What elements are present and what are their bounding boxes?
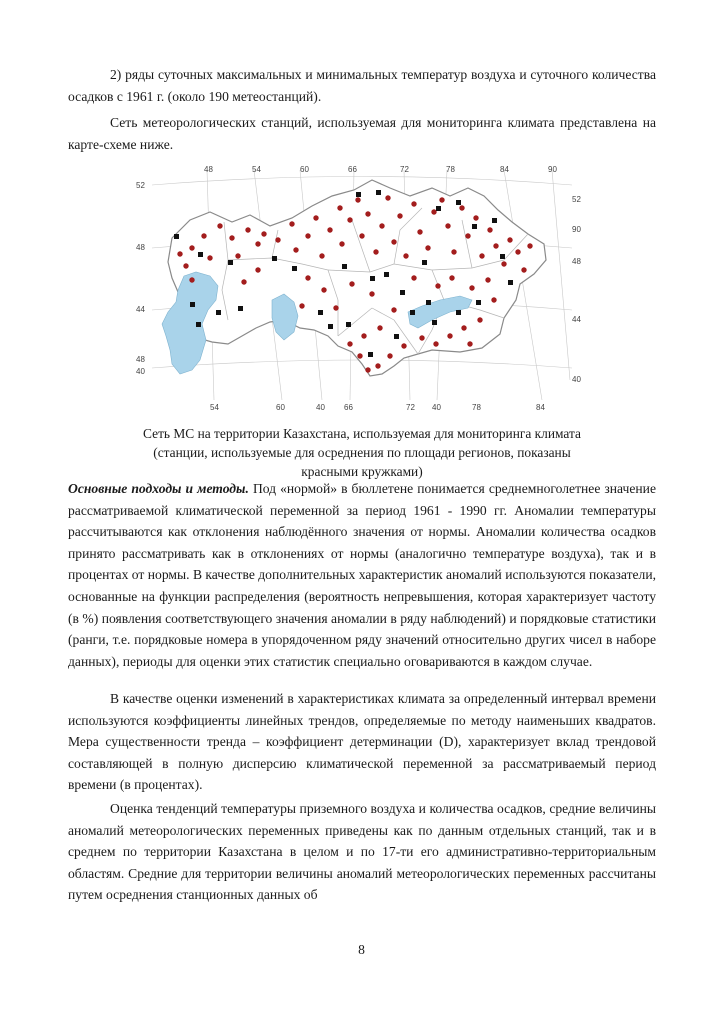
station-red <box>377 325 382 330</box>
station-red <box>401 343 406 348</box>
station-red <box>411 275 416 280</box>
station-red <box>391 239 396 244</box>
station-red <box>347 217 352 222</box>
station-red <box>417 229 422 234</box>
station-red <box>293 247 298 252</box>
station-black <box>456 200 461 205</box>
station-red <box>177 251 182 256</box>
station-black <box>400 290 405 295</box>
station-red <box>487 227 492 232</box>
station-red <box>361 333 366 338</box>
station-red <box>391 307 396 312</box>
station-black <box>432 320 437 325</box>
station-black <box>426 300 431 305</box>
station-red <box>375 363 380 368</box>
page-number: 8 <box>358 942 365 957</box>
lon-label-bottom: 66 <box>344 403 353 412</box>
station-red <box>459 205 464 210</box>
lon-label-bottom: 72 <box>406 403 415 412</box>
station-red <box>313 215 318 220</box>
station-red <box>339 241 344 246</box>
station-red <box>411 201 416 206</box>
station-red <box>373 249 378 254</box>
station-red <box>365 367 370 372</box>
station-black <box>384 272 389 277</box>
station-red <box>493 243 498 248</box>
lat-label-left: 48 <box>136 355 145 364</box>
station-red <box>241 279 246 284</box>
station-red <box>357 353 362 358</box>
lon-label-top: 72 <box>400 165 409 174</box>
station-red <box>337 205 342 210</box>
paragraph-series: 2) ряды суточных максимальных и минимальных температур воздуха и суточного количества осадков с 1961 г. (около 190 метеостанций). <box>68 67 656 104</box>
station-red <box>333 305 338 310</box>
station-red <box>289 221 294 226</box>
station-red <box>229 235 234 240</box>
lon-label-bottom: 40 <box>316 403 325 412</box>
lon-label-bottom: 84 <box>536 403 545 412</box>
station-red <box>477 317 482 322</box>
station-red <box>327 227 332 232</box>
station-black <box>190 302 195 307</box>
station-black <box>422 260 427 265</box>
lon-label-bottom: 54 <box>210 403 219 412</box>
station-red <box>435 283 440 288</box>
station-red <box>501 261 506 266</box>
station-black <box>356 192 361 197</box>
station-red <box>319 253 324 258</box>
station-red <box>449 275 454 280</box>
station-network-map <box>132 160 592 415</box>
station-red <box>183 263 188 268</box>
station-red <box>403 253 408 258</box>
station-red <box>515 249 520 254</box>
station-red <box>419 335 424 340</box>
station-red <box>379 223 384 228</box>
station-red <box>299 303 304 308</box>
station-red <box>347 341 352 346</box>
station-black <box>272 256 277 261</box>
lon-label-top: 48 <box>204 165 213 174</box>
station-red <box>431 209 436 214</box>
section-heading: Основные подходы и методы. <box>68 481 249 496</box>
station-black <box>492 218 497 223</box>
station-red <box>369 291 374 296</box>
station-red <box>385 195 390 200</box>
station-red <box>275 237 280 242</box>
lat-label-right: 90 <box>572 225 581 234</box>
lon-label-bottom: 60 <box>276 403 285 412</box>
lat-label-left: 44 <box>136 305 145 314</box>
station-black <box>216 310 221 315</box>
station-red <box>465 233 470 238</box>
station-red <box>451 249 456 254</box>
station-red <box>261 231 266 236</box>
methods-text: Под «нормой» в бюллетене понимается среднемноголетнее значение рассматриваемой климатической переменной за период 1961 - 1990 гг. Аномалии температуры рассчитываются как отклонения наблюдённого значения от нормы. Аномалии количества осадков принято рассматривать как в отклонениях от нормы (аналогично температуре воздуха), так и в процентах от нормы. В качестве дополнительных характеристик аномалий используются показатели, основанные на функции распределения (вероятность непревышения, которая характеризует частоту (в %) появления соответствующего значения аномалии в ряду наблюдений) и порядковые статистики (ранги, т.е. порядковые номера в упорядоченном ряду значений относительно других чисел в наборе данных), периоды для оценки этих статистик специально оговариваются в каждом случае. <box>68 481 657 669</box>
lon-label-top: 84 <box>500 165 509 174</box>
station-black <box>436 206 441 211</box>
station-red <box>447 333 452 338</box>
station-black <box>376 190 381 195</box>
station-black <box>174 234 179 239</box>
station-black <box>368 352 373 357</box>
lat-label-left: 52 <box>136 181 145 190</box>
station-black <box>410 310 415 315</box>
station-red <box>521 267 526 272</box>
lat-label-right: 52 <box>572 195 581 204</box>
lon-label-top: 54 <box>252 165 261 174</box>
station-red <box>387 353 392 358</box>
station-red <box>207 255 212 260</box>
caption-line-2: (станции, используемые для осреднения по площади регионов, показаны <box>153 445 571 460</box>
station-red <box>305 233 310 238</box>
lat-label-left: 40 <box>136 367 145 376</box>
station-red <box>355 197 360 202</box>
station-red <box>473 215 478 220</box>
caption-line-3: красными кружками) <box>301 464 423 479</box>
lon-label-top: 60 <box>300 165 309 174</box>
station-black <box>228 260 233 265</box>
lon-label-bottom: 78 <box>472 403 481 412</box>
station-red <box>217 223 222 228</box>
station-red <box>255 241 260 246</box>
station-red <box>321 287 326 292</box>
station-black <box>500 254 505 259</box>
station-black <box>508 280 513 285</box>
station-red <box>439 197 444 202</box>
station-black <box>318 310 323 315</box>
lat-label-right: 40 <box>572 375 581 384</box>
station-red <box>527 243 532 248</box>
map-caption <box>68 424 656 481</box>
station-black <box>238 306 243 311</box>
lon-label-bottom: 40 <box>432 403 441 412</box>
lat-label-right: 48 <box>572 257 581 266</box>
station-black <box>346 322 351 327</box>
station-red <box>445 223 450 228</box>
station-red <box>235 253 240 258</box>
station-black <box>342 264 347 269</box>
station-red <box>255 267 260 272</box>
paragraph-trends: В качестве оценки изменений в характеристиках климата за определенный интервал времени используются коэффициенты линейных трендов, определяемые по методу наименьших квадратов. Мера существенности тренда – коэффициент детерминации (D), характеризует вклад трендовой составляющей в полную дисперсию климатической переменной за рассматриваемый период времени (в процентах). <box>68 691 656 793</box>
station-red <box>349 281 354 286</box>
station-black <box>198 252 203 257</box>
station-red <box>425 245 430 250</box>
station-red <box>467 341 472 346</box>
station-black <box>292 266 297 271</box>
lon-label-top: 90 <box>548 165 557 174</box>
lon-label-top: 66 <box>348 165 357 174</box>
station-black <box>476 300 481 305</box>
station-red <box>397 213 402 218</box>
station-red <box>479 253 484 258</box>
lat-label-right: 44 <box>572 315 581 324</box>
paragraph-estimates: Оценка тенденций температуры приземного воздуха и количества осадков, средние величины аномалий метеорологических переменных приведены как по данным отдельных станций, так и в среднем по территории Казахстана в целом и по 17-ти его административно-территориальным областям. Средние для территории величины аномалий метеорологических переменных рассчитаны путем осреднения станционных данных об <box>68 801 656 903</box>
station-red <box>189 277 194 282</box>
station-red <box>461 325 466 330</box>
station-red <box>485 277 490 282</box>
station-black <box>472 224 477 229</box>
station-black <box>196 322 201 327</box>
station-black <box>394 334 399 339</box>
station-red <box>507 237 512 242</box>
station-red <box>201 233 206 238</box>
station-red <box>359 233 364 238</box>
station-black <box>370 276 375 281</box>
station-red <box>189 245 194 250</box>
station-red <box>433 341 438 346</box>
station-black <box>456 310 461 315</box>
station-red <box>469 285 474 290</box>
paragraph-network-intro: Сеть метеорологических станций, используемая для мониторинга климата представлена на карте-схеме ниже. <box>68 115 656 152</box>
lon-label-top: 78 <box>446 165 455 174</box>
station-red <box>365 211 370 216</box>
caption-line-1: Сеть МС на территории Казахстана, используемая для мониторинга климата <box>143 426 581 441</box>
station-red <box>305 275 310 280</box>
station-red <box>245 227 250 232</box>
paragraph-methods <box>68 478 656 672</box>
lat-label-left: 48 <box>136 243 145 252</box>
station-red <box>491 297 496 302</box>
station-black <box>328 324 333 329</box>
